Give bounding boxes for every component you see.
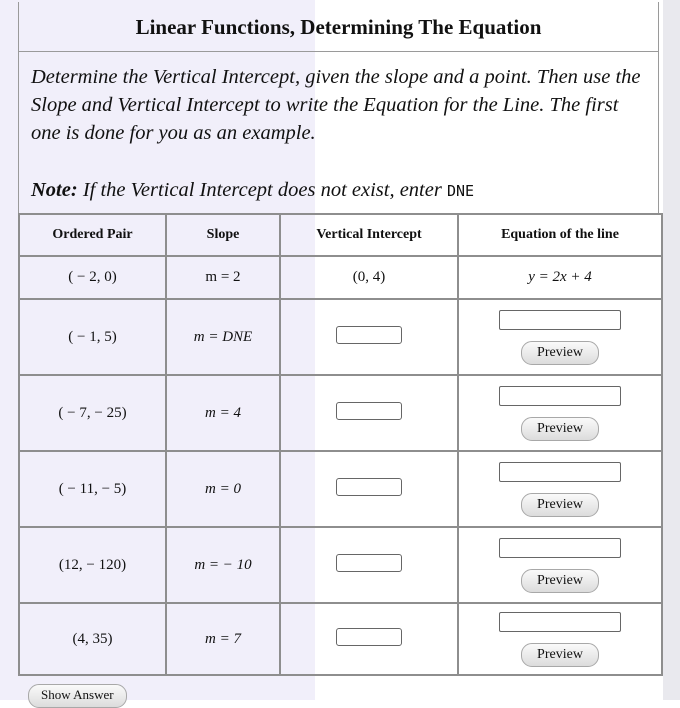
- intercept-cell: [280, 299, 458, 375]
- row-pair: ( − 11, − 5): [19, 451, 166, 527]
- equation-cell: [458, 527, 662, 603]
- intercept-cell: [280, 527, 458, 603]
- intercept-cell: [280, 603, 458, 675]
- example-slope: m = 2: [166, 256, 280, 299]
- preview-button[interactable]: Preview: [521, 493, 599, 517]
- row-slope: m = 4: [166, 375, 280, 451]
- table-row: [19, 603, 662, 675]
- intercept-cell: [280, 375, 458, 451]
- header-ordered-pair: Ordered Pair: [19, 214, 166, 256]
- preview-button[interactable]: Preview: [521, 341, 599, 365]
- show-answer-button[interactable]: Show Answer: [28, 684, 127, 708]
- equation-input[interactable]: [499, 612, 621, 632]
- row-pair: ( − 7, − 25): [19, 375, 166, 451]
- equation-input[interactable]: [499, 538, 621, 558]
- equation-cell: [458, 299, 662, 375]
- equation-input[interactable]: [499, 462, 621, 482]
- note-label: Note:: [31, 179, 78, 201]
- row-slope: m = DNE: [166, 299, 280, 375]
- table-row: [19, 375, 662, 451]
- row-pair: (4, 35): [19, 603, 166, 675]
- problem-table: [18, 213, 663, 676]
- page-right-edge: [663, 0, 680, 700]
- table-row: [19, 527, 662, 603]
- intercept-cell: [280, 451, 458, 527]
- example-intercept: (0, 4): [280, 256, 458, 299]
- intercept-input[interactable]: [336, 402, 402, 420]
- note-text: If the Vertical Intercept does not exist, enter: [77, 179, 447, 201]
- intercept-input[interactable]: [336, 478, 402, 496]
- header-equation: Equation of the line: [458, 214, 662, 256]
- equation-input[interactable]: [499, 310, 621, 330]
- row-pair: ( − 1, 5): [19, 299, 166, 375]
- header-vertical-intercept: Vertical Intercept: [280, 214, 458, 256]
- example-row: [19, 256, 662, 299]
- instructions-text: Determine the Vertical Intercept, given the slope and a point. Then use the Slope and Vertical Intercept to write the Equation for the Line. The first one is done for you as an example.: [31, 66, 641, 144]
- preview-button[interactable]: Preview: [521, 417, 599, 441]
- preview-button[interactable]: Preview: [521, 643, 599, 667]
- example-pair: ( − 2, 0): [19, 256, 166, 299]
- equation-cell: [458, 603, 662, 675]
- preview-button[interactable]: Preview: [521, 569, 599, 593]
- dne-code: DNE: [446, 182, 475, 200]
- row-pair: (12, − 120): [19, 527, 166, 603]
- equation-input[interactable]: [499, 386, 621, 406]
- equation-cell: [458, 375, 662, 451]
- table-row: [19, 299, 662, 375]
- intercept-input[interactable]: [336, 326, 402, 344]
- instructions-panel: [18, 52, 659, 214]
- table-header-row: [19, 214, 662, 256]
- intercept-input[interactable]: [336, 554, 402, 572]
- note-line: [31, 176, 646, 205]
- row-slope: m = 0: [166, 451, 280, 527]
- table-row: [19, 451, 662, 527]
- page-title: Linear Functions, Determining The Equation: [18, 2, 659, 52]
- row-slope: m = 7: [166, 603, 280, 675]
- example-equation: y = 2x + 4: [458, 256, 662, 299]
- intercept-input[interactable]: [336, 628, 402, 646]
- header-slope: Slope: [166, 214, 280, 256]
- row-slope: m = − 10: [166, 527, 280, 603]
- equation-cell: [458, 451, 662, 527]
